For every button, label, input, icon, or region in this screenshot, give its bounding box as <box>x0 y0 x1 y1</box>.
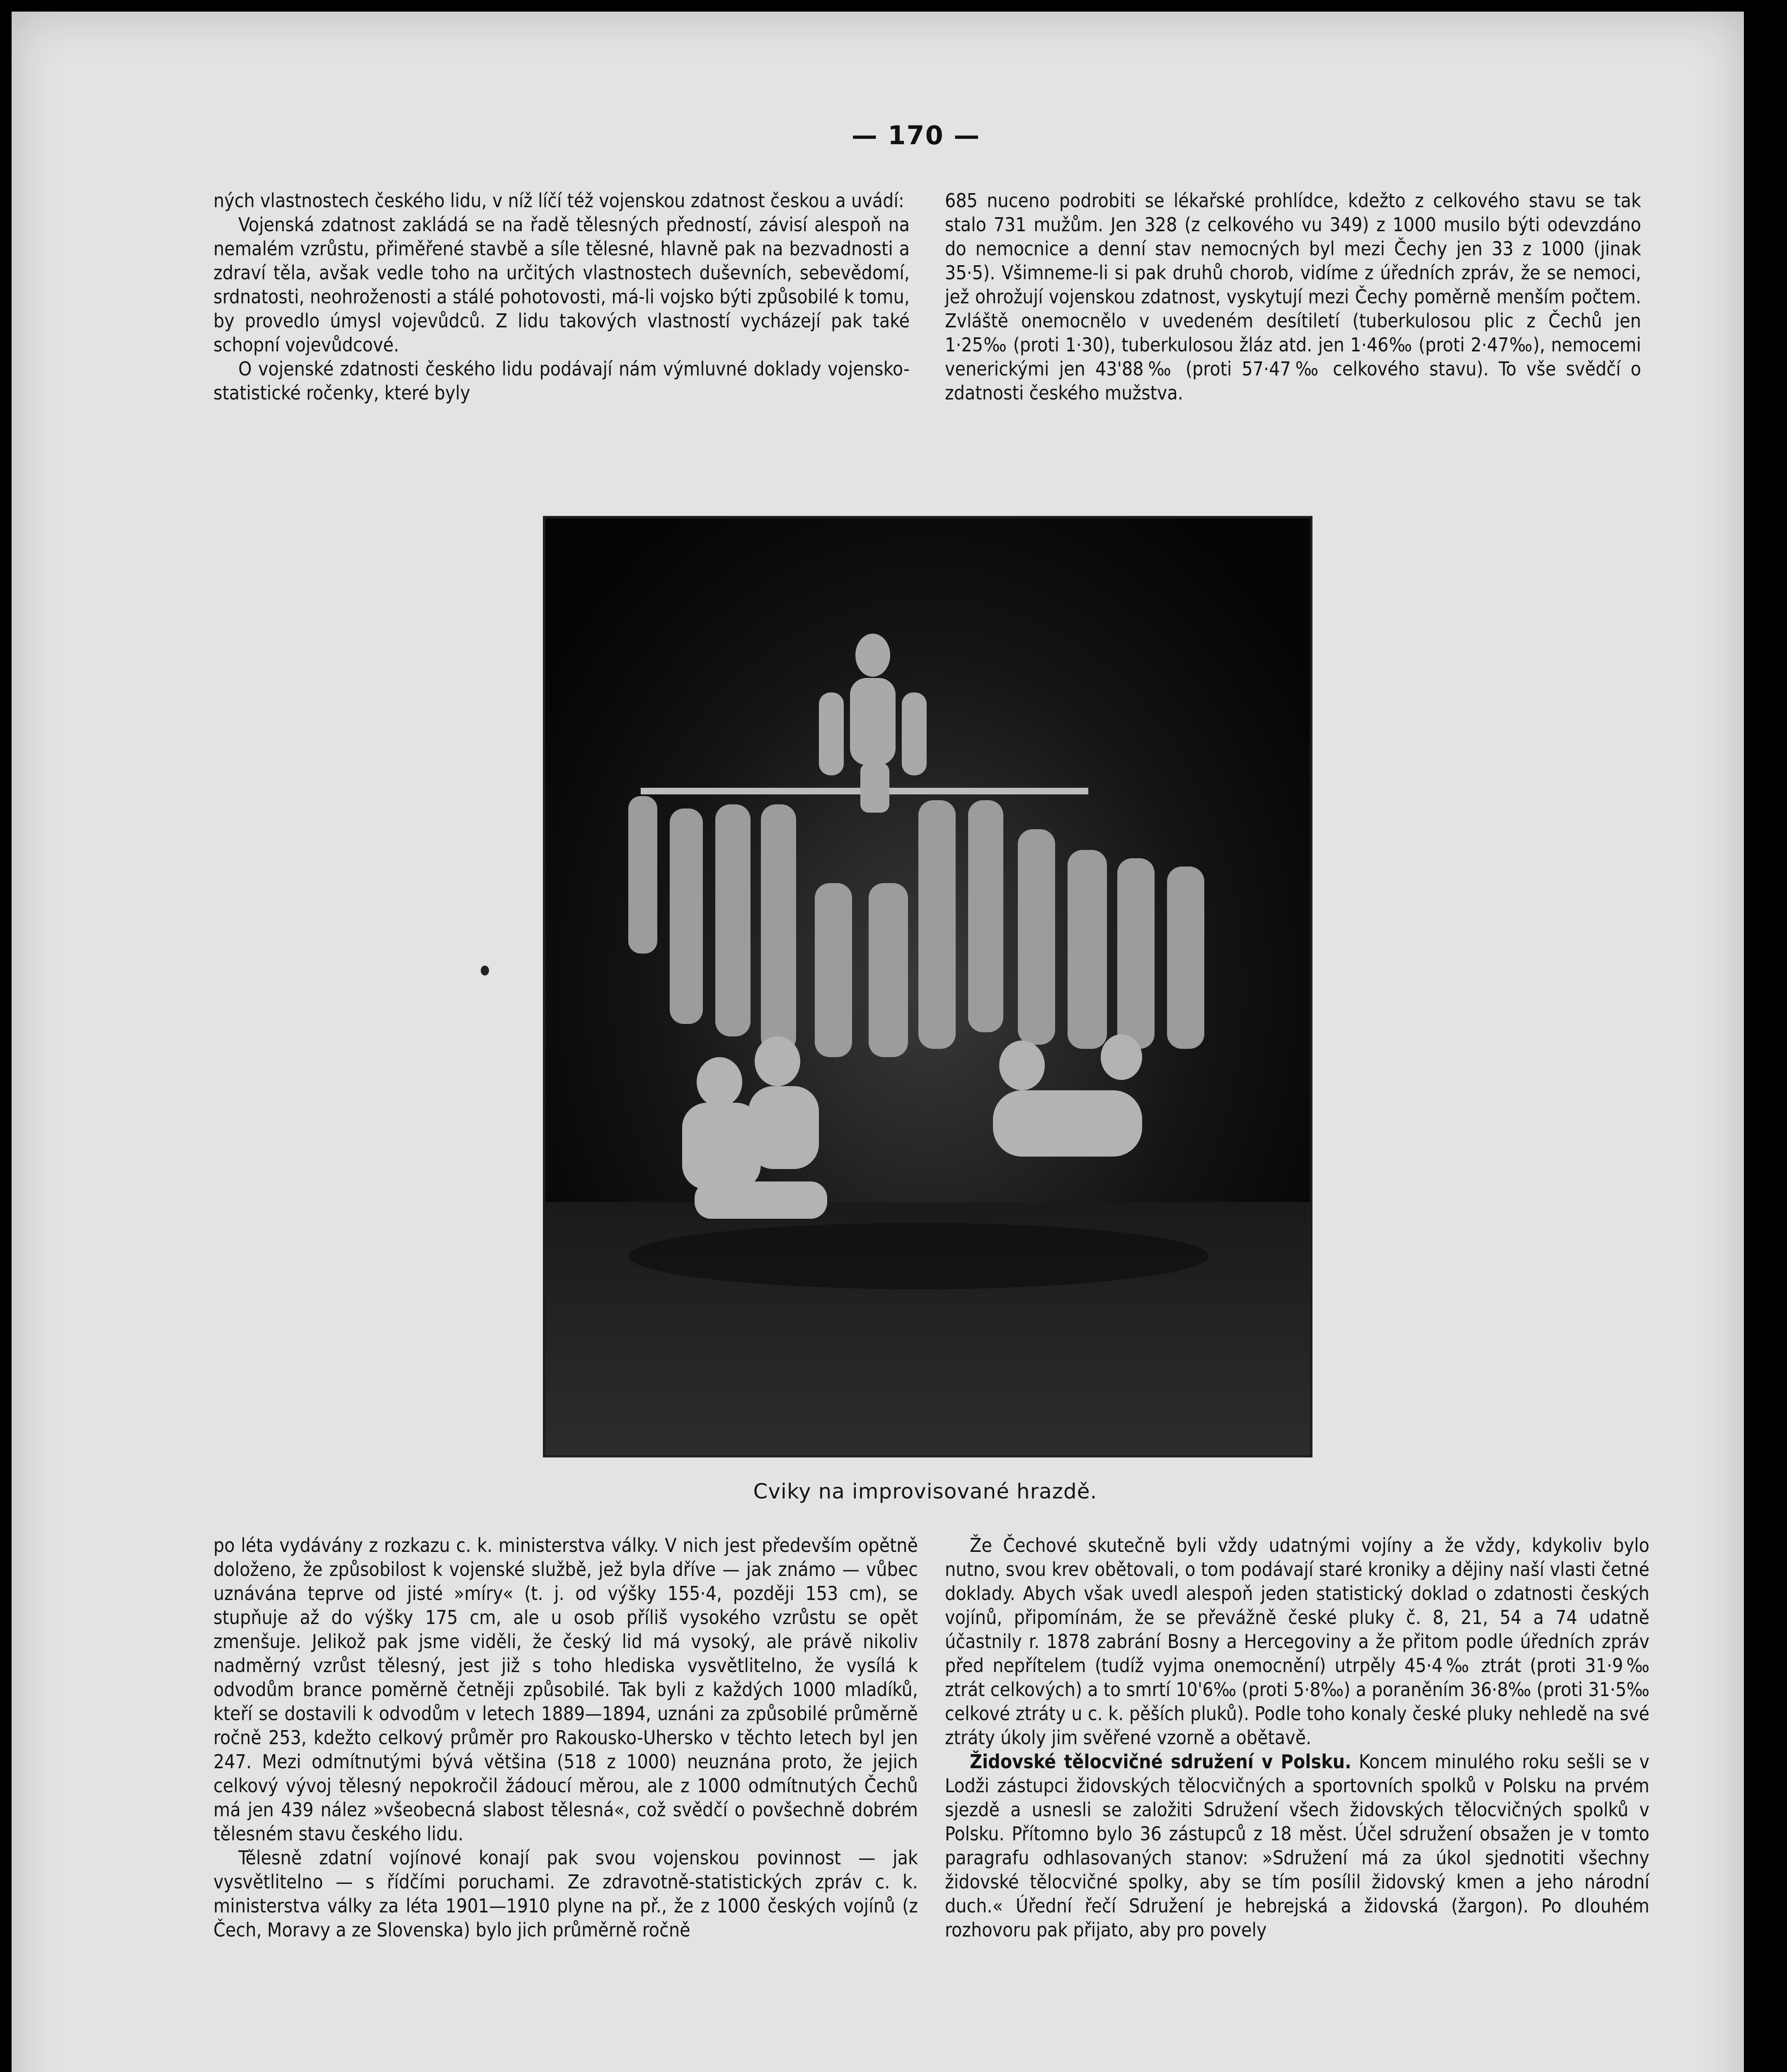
scan-border <box>1744 0 1787 2072</box>
text-column-top-right <box>945 189 1641 405</box>
paragraph: Vojenská zdatnost zakládá se na řadě tělesných předností, závisí alespoň na nemalém vzrůstu, přiměřené stavbě a síle tělesné, hlavně pak na bezvadnosti a zdraví těla, avšak vedle toho na určitých vlastnostech duševních, sebevědomí, srdnatosti, neohroženosti a stálé pohotovosti, má-li vojsko býti způsobilé k tomu, by provedlo úmysl vojevůdců. Z lidu takových vlastností vycházejí pak také schopní vojevůdcové. <box>213 213 910 356</box>
paragraph: Koncem minulého roku sešli se v Lodži zástupci židovských tělocvičných a sportovních spolků v Polsku na prvém sjezdě a usnesli se založiti Sdružení všech židovských tělocvičných spolků v Polsku. Přítomno bylo 36 zástupců z 18 měst. Účel sdružení obsažen je v tomto paragrafu odhlasovaných stanov: »Sdružení má za úkol sjednotiti všechny židovské tělocvičné spolky, aby se tím posílil židovský kmen a jeho národní duch.« Úřední řečí Sdružení je hebrejská a židovská (žargon). Po dlouhém rozhovoru pak přijato, aby pro povely <box>945 1750 1650 1941</box>
paragraph: O vojenské zdatnosti českého lidu podávají nám výmluvné doklady vojensko-statistické ročenky, které byly <box>213 358 910 404</box>
text-column-bottom-right <box>945 1533 1649 1942</box>
paragraph-with-heading <box>945 1750 1649 1942</box>
ink-dot <box>481 966 489 975</box>
text-column-bottom-left <box>213 1533 918 1942</box>
paragraph: po léta vydávány z rozkazu c. k. ministerstva války. V nich jest především opětně doloženo, že způsobilost k vojenské službě, jež byla dříve — jak známo — vůbec uznávána teprve od jisté »míry« (t. j. od výšky 155·4, později 153 cm), se stupňuje až do výšky 175 cm, ale u osob příliš vysokého vzrůstu se opět zmenšuje. Jelikož pak jsme viděli, že český lid má vysoký, ale právě nikoliv nadměrný vzrůst tělesný, jest již s toho hlediska vysvětlitelno, že vysílá k odvodům brance poměrně četněji způsobilé. Tak byli z každých 1000 mladíků, kteří se dostavili k odvodům v letech 1889—1894, uznáni za způsobilé průměrně ročně 253, kdežto celkový průměr pro Rakousko-Uhersko v těchto letech byl jen 247. Mezi odmítnutými bývá většina (518 z 1000) neuznána proto, že jejich celkový vývoj tělesný nepokročil žádoucí měrou, ale z 1000 odmítnutých Čechů má jen 439 nález »všeobecná slabost tělesná«, což svědčí o povšechně dobrém tělesném stavu českého lidu. <box>213 1534 918 1845</box>
paragraph: 685 nuceno podrobiti se lékařské prohlídce, kdežto z celkového stavu se tak stalo 731 mužům. Jen 328 (z celkového vu 349) z 1000 musilo býti odevzdáno do nemocnice a denní stav nemocných byl mezi Čechy jen 33 z 1000 (jinak 35·5). Všimneme-li si pak druhů chorob, vidíme z úředních zpráv, že se nemoci, jež ohrožují vojenskou zdatnost, vyskytují mezi Čechy poměrně menším počtem. Zvláště onemocnělo v uvedeném desítiletí (tuberkulosou plic z Čechů jen 1·25‰ (proti 1·30), tuberkulosou žláz atd. jen 1·46‰ (proti 2·47‰), nemocemi venerickými jen 43'88‰ (proti 57·47‰ celkového stavu). To vše svědčí o zdatnosti českého mužstva. <box>945 189 1641 404</box>
paragraph: ných vlastnostech českého lidu, v níž líčí též vojenskou zdatnost českou a uvádí: <box>213 189 904 212</box>
section-heading: Židovské tělocvičné sdružení v Polsku. <box>970 1750 1351 1773</box>
gymnasts-photo <box>543 516 1312 1457</box>
text-column-top-left <box>213 189 910 405</box>
paragraph: Tělesně zdatní vojínové konají pak svou vojenskou povinnost — jak vysvětlitelno — s řídčími poruchami. Ze zdravotně-statistických zpráv c. k. ministerstva války za léta 1901—1910 plyne na př., že z 1000 českých vojínů (z Čech, Moravy a ze Slovenska) bylo jich průměrně ročně <box>213 1847 918 1941</box>
photo-illustration <box>545 518 1310 1455</box>
paragraph: Že Čechové skutečně byli vždy udatnými vojíny a že vždy, kdykoliv bylo nutno, svou krev obětovali, o tom podávají staré kroniky a dějiny naší vlasti četné doklady. Abych však uvedl alespoň jeden statistický doklad o zdatnosti českých vojínů, připomínám, že se převážně české pluky č. 8, 21, 54 a 74 udatně účastnily r. 1878 zabrání Bosny a Hercegoviny a že přitom podle úředních zpráv před nepřítelem (tudíž vyjma onemocnění) utrpěly 45·4‰ ztrát (proti 31·9‰ ztrát celkových) a to smrtí 10'6‰ (proti 5·8‰) a poraněním 36·8‰ (proti 31·5‰ celkové ztráty u c. k. pěších pluků). Podle toho konaly české pluky nehledě na své ztráty úkoly jim svěřené vzorně a obětavě. <box>945 1534 1649 1749</box>
page-number: — 170 — <box>851 120 981 150</box>
photo-caption: Cviky na improvisované hrazdě. <box>753 1479 1097 1503</box>
